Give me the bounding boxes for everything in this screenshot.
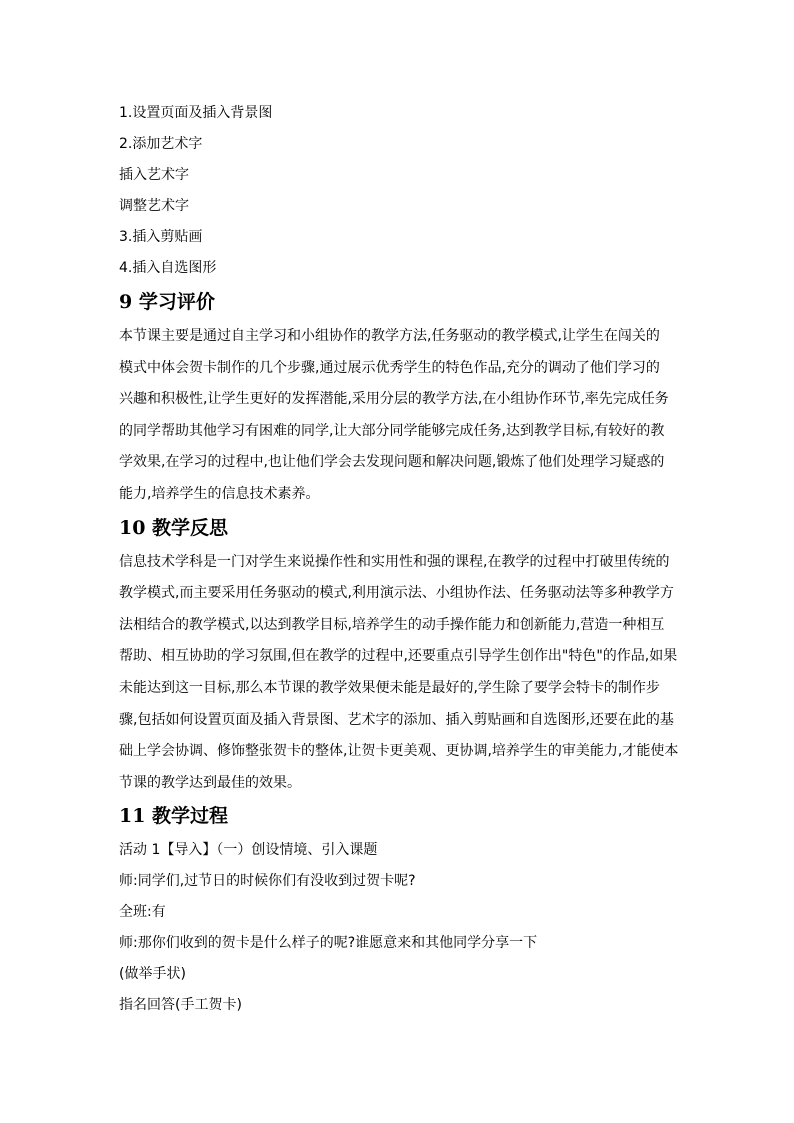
paragraph-line: 未能达到这一目标,那么本节课的教学效果便未能是最好的,学生除了要学会特卡的制作步 [119,679,660,696]
paragraph-line: 能力,培养学生的信息技术素养。 [119,485,320,502]
document-page [119,98,679,1021]
paragraph-line: 法相结合的教学模式,以达到教学目标,培养学生的动手操作能力和创新能力,营造一种相互 [119,616,665,633]
step-item: 2.添加艺术字 [119,136,203,152]
dialogue-line: 指名回答(手工贺卡) [119,997,242,1014]
step-item: 插入艺术字 [119,167,189,183]
step-item: 3.插入剪贴画 [119,229,203,245]
section-10-heading: 10 教学反思 [119,516,229,539]
section-9-paragraph [119,321,679,511]
paragraph-line: 兴趣和积极性,让学生更好的发挥潜能,采用分层的教学方法,在小组协作环节,率先完成任务 [119,391,669,408]
dialogue-line: 师:同学们,过节日的时候你们有没收到过贺卡呢? [119,873,416,890]
paragraph-line: 模式中体会贺卡制作的几个步骤,通过展示优秀学生的特色作品,充分的调动了他们学习的 [119,359,660,376]
dialogue-line: 师:那你们收到的贺卡是什么样子的呢?谁愿意来和其他同学分享一下 [119,935,538,952]
steps-list [119,98,679,284]
paragraph-line: 帮助、相互协助的学习氛围,但在教学的过程中,还要重点引导学生创作出"特色"的作品,如果 [119,648,678,665]
paragraph-line: 础上学会协调、修饰整张贺卡的整体,让贺卡更美观、更协调,培养学生的审美能力,才能使本 [119,743,679,760]
dialogue-line: 全班:有 [119,904,166,921]
section-11-heading: 11 教学过程 [119,805,229,828]
section-9-heading: 9 学习评价 [119,291,215,313]
section-10-paragraph [119,547,679,800]
paragraph-line: 学效果,在学习的过程中,也让他们学会去发现问题和解决问题,锻炼了他们处理学习疑惑的 [119,454,665,471]
paragraph-line: 骤,包括如何设置页面及插入背景图、艺术字的添加、插入剪贴画和自选图形,还要在此的基 [119,711,674,728]
paragraph-line: 信息技术学科是一门对学生来说操作性和实用性和强的课程,在教学的过程中打破里传统的 [119,553,670,570]
paragraph-line: 教学模式,而主要采用任务驱动的模式,利用演示法、小组协作法、任务驱动法等多种教学方 [119,585,674,602]
step-item: 1.设置页面及插入背景图 [119,105,273,121]
step-item: 调整艺术字 [119,198,189,214]
paragraph-line: 本节课主要是通过自主学习和小组协作的教学方法,任务驱动的教学模式,让学生在闯关的 [119,328,660,344]
step-item: 4.插入自选图形 [119,260,217,276]
dialogue-line: (做举手状) [119,966,186,983]
paragraph-line: 的同学帮助其他学习有困难的同学,让大部分同学能够完成任务,达到教学目标,有较好的教 [119,422,665,439]
paragraph-line: 节课的教学达到最佳的效果。 [119,774,301,791]
section-11-content [119,835,679,1021]
activity-line: 活动 1【导入】（一）创设情境、引入课题 [119,842,378,859]
